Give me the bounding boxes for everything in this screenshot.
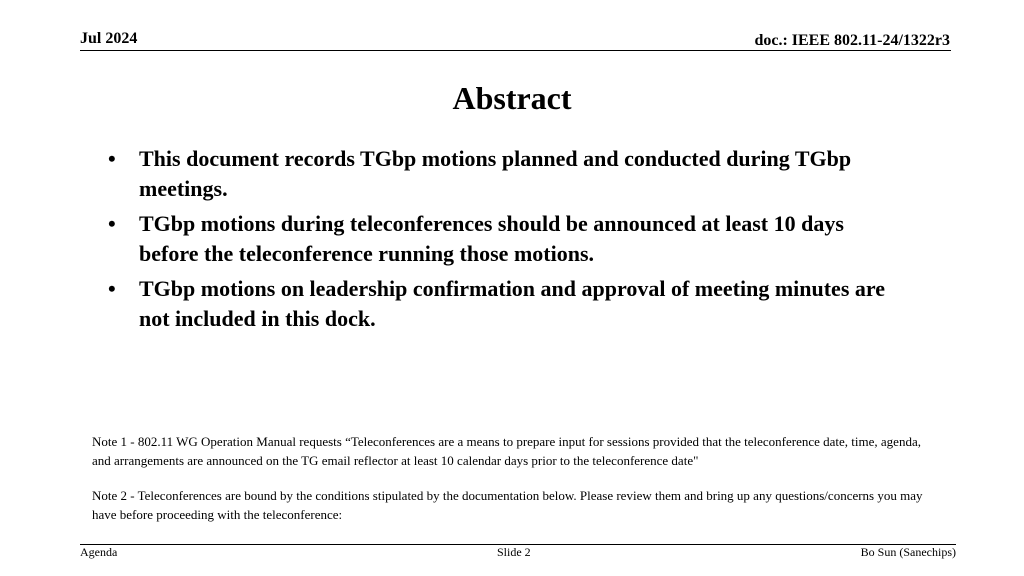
footer-left: Agenda: [80, 545, 118, 559]
header-divider: [80, 50, 951, 51]
note-2: Note 2 - Teleconferences are bound by the conditions stipulated by the documentation below. Please review them and bring up any questions/concerns you may have before proceeding with the teleconference:: [92, 488, 923, 522]
bullet-marker: •: [108, 211, 116, 236]
bullet-item: [108, 274, 908, 334]
slide-title: Abstract: [452, 80, 572, 116]
header-doc-id: doc.: IEEE 802.11-24/1322r3: [754, 32, 950, 49]
bullet-item: [108, 209, 908, 269]
notes-section: [92, 432, 942, 540]
bullet-text: This document records TGbp motions planned and conducted during TGbp meetings.: [139, 146, 852, 201]
bullet-marker: •: [108, 276, 116, 301]
bullet-list: [108, 144, 908, 339]
bullet-item: [108, 144, 908, 204]
bullet-text: TGbp motions on leadership confirmation and approval of meeting minutes are not included in this dock.: [139, 276, 886, 331]
footer-author: Bo Sun (Sanechips): [860, 545, 956, 559]
note-1: Note 1 - 802.11 WG Operation Manual requests “Teleconferences are a means to prepare input for sessions provided that the teleconference date, time, agenda, and arrangements are announced on the TG email reflector at least 10 calendar days prior to the teleconference date": [92, 434, 921, 468]
slide-number: Slide 2: [497, 545, 531, 559]
bullet-marker: •: [108, 146, 116, 171]
header-date: Jul 2024: [80, 30, 138, 47]
bullet-text: TGbp motions during teleconferences should be announced at least 10 days before the teleconference running those motions.: [139, 211, 844, 266]
